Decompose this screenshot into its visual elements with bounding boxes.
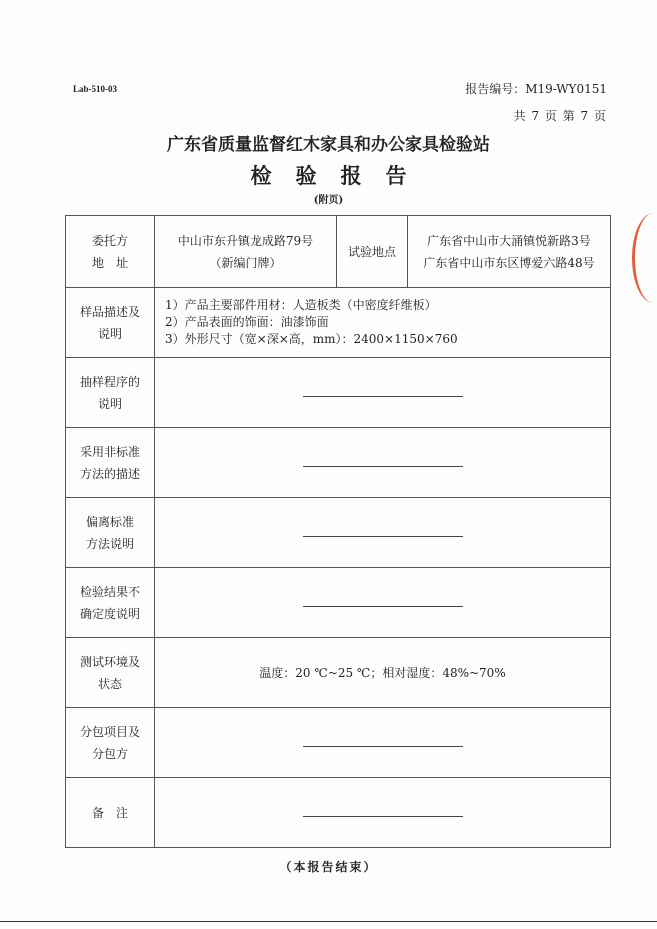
table-row — [66, 288, 611, 358]
label-line: 检验结果不 — [79, 584, 140, 599]
sample-item: 1）产品主要部件用材：人造板类（中密度纤维板） — [165, 298, 437, 312]
remarks-label: 备 注 — [66, 778, 155, 848]
table-row — [66, 428, 611, 498]
uncertainty-label — [66, 568, 155, 638]
sampling-value — [155, 358, 611, 428]
page-count: 共 7 页 第 7 页 — [513, 109, 607, 123]
organization-name: 广东省质量监督红木家具和办公家具检验站 — [167, 135, 490, 155]
label-line: 测试环境及 — [79, 654, 140, 669]
label-line: 状态 — [97, 676, 122, 691]
table-row — [66, 358, 611, 428]
client-address-value — [155, 216, 337, 288]
client-address-line: 中山市东升镇龙成路79号 — [177, 233, 314, 248]
table-row — [66, 778, 611, 848]
client-address-line: （新编门牌） — [209, 255, 282, 270]
report-table — [65, 215, 611, 848]
report-subtitle: (附页) — [313, 195, 344, 206]
blank-line — [303, 466, 463, 467]
table-row — [66, 498, 611, 568]
end-of-report: （本报告结束） — [279, 860, 378, 874]
subcontract-value — [155, 708, 611, 778]
label-line: 分包项目及 — [79, 724, 140, 739]
report-title: 检验报告 — [250, 163, 431, 188]
client-address-label: 委托方 地 址 — [66, 216, 155, 288]
environment-value: 温度：20 ℃~25 ℃；相对湿度：48%~70% — [155, 638, 611, 708]
table-row — [66, 638, 611, 708]
nonstandard-value — [155, 428, 611, 498]
label-line: 方法说明 — [85, 536, 134, 551]
blank-line — [303, 536, 463, 537]
bottom-divider — [0, 921, 657, 922]
deviation-label — [66, 498, 155, 568]
table-row — [66, 216, 611, 288]
uncertainty-value — [155, 568, 611, 638]
table-row — [66, 568, 611, 638]
label-line: 抽样程序的 — [79, 374, 140, 389]
blank-line — [303, 746, 463, 747]
subcontract-label — [66, 708, 155, 778]
remarks-value — [155, 778, 611, 848]
test-site-line: 广东省中山市东区博爱六路48号 — [423, 255, 595, 270]
label-line: 分包方 — [91, 746, 128, 761]
sample-label — [66, 288, 155, 358]
label-line: 采用非标准 — [79, 444, 140, 459]
report-number: 报告编号：M19-WY0151 — [465, 82, 607, 96]
label-line: 确定度说明 — [79, 606, 140, 621]
test-site-value — [408, 216, 611, 288]
label-line: 样品描述及 — [79, 304, 140, 319]
blank-line — [303, 816, 463, 817]
nonstandard-label — [66, 428, 155, 498]
label-line: 方法的描述 — [79, 466, 140, 481]
sample-description — [155, 288, 611, 358]
sampling-label — [66, 358, 155, 428]
test-site-line: 广东省中山市大涌镇悦新路3号 — [427, 233, 591, 248]
environment-label — [66, 638, 155, 708]
blank-line — [303, 606, 463, 607]
sample-item: 3）外形尺寸（宽×深×高，mm）：2400×1150×760 — [165, 332, 458, 346]
label-line: 说明 — [97, 326, 122, 341]
test-site-label: 试验地点 — [337, 216, 408, 288]
label-line: 说明 — [97, 396, 122, 411]
red-seal-stamp — [632, 213, 657, 303]
sample-item: 2）产品表面的饰面：油漆饰面 — [165, 315, 329, 329]
lab-code: Lab-510-03 — [73, 84, 118, 94]
table-row — [66, 708, 611, 778]
label-line: 偏离标准 — [85, 514, 134, 529]
blank-line — [303, 396, 463, 397]
deviation-value — [155, 498, 611, 568]
